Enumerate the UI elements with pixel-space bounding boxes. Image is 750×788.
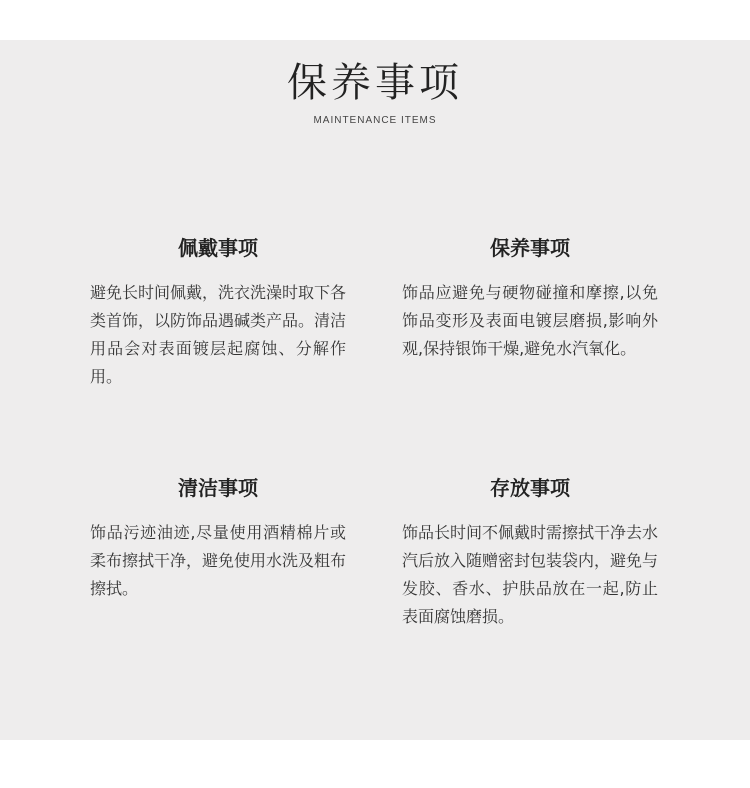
section-title: 清洁事项 bbox=[178, 476, 258, 500]
page-title: 保养事项 bbox=[287, 60, 463, 106]
section-storage bbox=[402, 474, 658, 631]
section-body: 饰品长时间不佩戴时需擦拭干净去水汽后放入随赠密封包装袋内，避免与发胶、香水、护肤品放在一起,防止表面腐蚀磨损。 bbox=[402, 523, 659, 626]
section-title: 存放事项 bbox=[490, 476, 570, 500]
section-body: 避免长时间佩戴，洗衣洗澡时取下各类首饰，以防饰品遇碱类产品。清洁用品会对表面镀层起腐蚀、分解作用。 bbox=[90, 283, 347, 386]
section-body: 饰品污迹油迹,尽量使用酒精棉片或柔布擦拭干净，避免使用水洗及粗布擦拭。 bbox=[90, 523, 347, 598]
section-wearing bbox=[90, 234, 346, 391]
page-subtitle: MAINTENANCE ITEMS bbox=[313, 115, 437, 126]
section-title: 佩戴事项 bbox=[178, 236, 258, 260]
section-cleaning bbox=[90, 474, 346, 603]
section-maintenance bbox=[402, 234, 658, 363]
section-body: 饰品应避免与硬物碰撞和摩擦,以免饰品变形及表面电镀层磨损,影响外观,保持银饰干燥,避免水汽氧化。 bbox=[402, 283, 658, 358]
section-title: 保养事项 bbox=[490, 236, 570, 260]
